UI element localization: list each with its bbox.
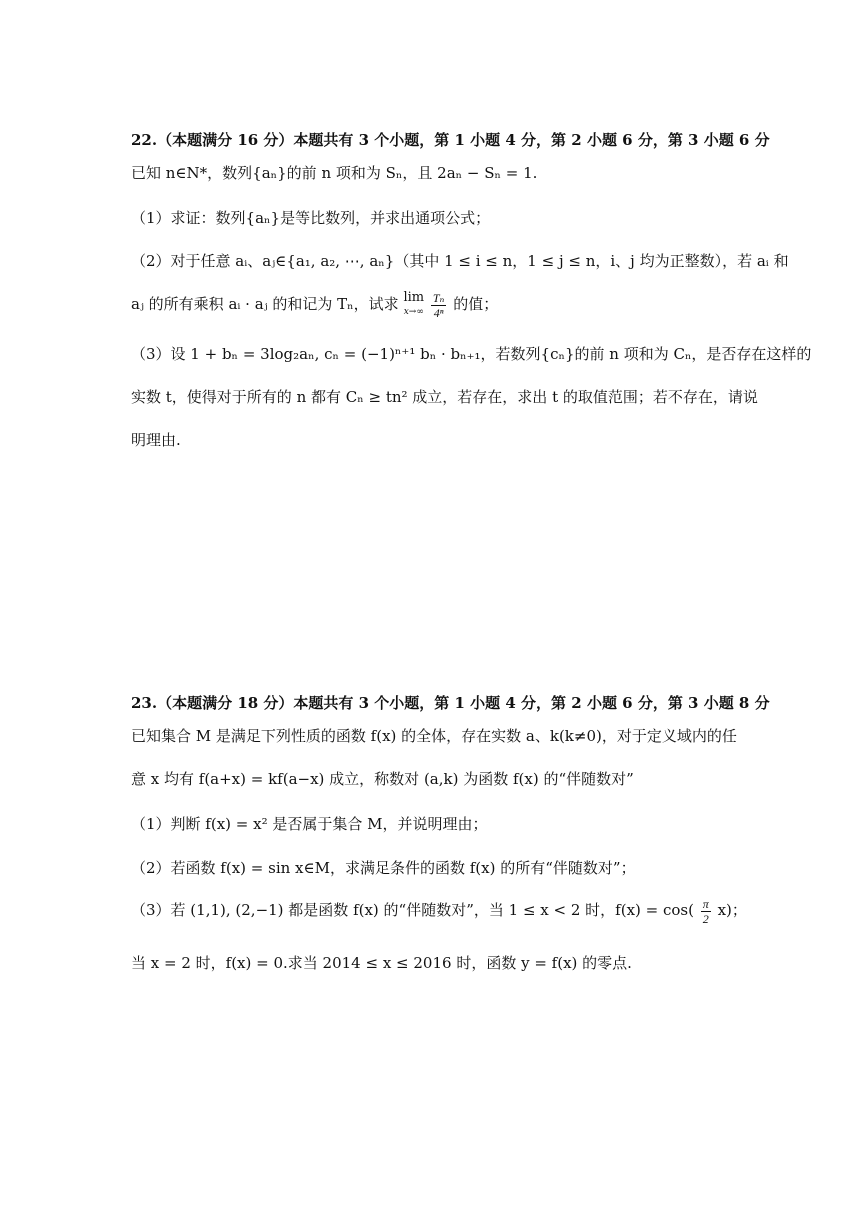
limit-operator: lim: [403, 290, 425, 305]
fraction-numerator: Tₙ: [432, 290, 445, 305]
fraction-numerator: π: [702, 896, 709, 911]
limit-fraction: [431, 291, 447, 320]
question-23-part-3-text: （3）若 (1,1), (2,−1) 都是函数 f(x) 的“伴随数对”，当 1 ≤ x < 2 时，f(x) = cos(: [131, 901, 694, 919]
question-22-part-3-line-2: 实数 t，使得对于所有的 n 都有 Cₙ ≥ tn² 成立，若存在，求出 t 的取值范围；若不存在，请说: [131, 388, 758, 406]
question-22-part-3-line-3: 明理由.: [131, 431, 181, 449]
question-22-part-3-line-1: （3）设 1 + bₙ = 3log₂aₙ, cₙ = (−1)ⁿ⁺¹ bₙ · bₙ₊₁，若数列{cₙ}的前 n 项和为 Cₙ，是否存在这样的: [131, 345, 812, 363]
limit-expression: [403, 291, 424, 319]
question-23-part-1: （1）判断 f(x) = x² 是否属于集合 M，并说明理由；: [131, 815, 488, 833]
question-22-part-2-line-2: [131, 290, 498, 320]
question-23-part-3-suffix: x)；: [717, 901, 747, 919]
question-22-part-2-suffix: 的值；: [453, 295, 499, 313]
question-23-header: 23.（本题满分 18 分）本题共有 3 个小题，第 1 小题 4 分，第 2 小题 6 分，第 3 小题 8 分: [131, 694, 770, 712]
question-22-header: 22.（本题满分 16 分）本题共有 3 个小题，第 1 小题 4 分，第 2 小题 6 分，第 3 小题 6 分: [131, 131, 770, 149]
question-22-part-2-text: aⱼ 的所有乘积 aᵢ · aⱼ 的和记为 Tₙ，试求: [131, 295, 399, 313]
question-23-part-3-line-1: [131, 896, 747, 926]
question-23-part-3-line-2: 当 x = 2 时，f(x) = 0.求当 2014 ≤ x ≤ 2016 时，函数 y = f(x) 的零点.: [131, 954, 632, 972]
question-23-part-2: （2）若函数 f(x) = sin x∈M，求满足条件的函数 f(x) 的所有“伴随数对”；: [131, 859, 636, 877]
fraction-denominator: 2: [702, 911, 709, 926]
limit-subscript: x→∞: [403, 307, 424, 317]
fraction-denominator: 4ⁿ: [433, 305, 444, 320]
question-23-premise-line-1: 已知集合 M 是满足下列性质的函数 f(x) 的全体，存在实数 a、k(k≠0)，对于定义域内的任: [131, 727, 737, 745]
question-22-part-2-line-1: （2）对于任意 aᵢ、aⱼ∈{a₁, a₂, ⋯, aₙ}（其中 1 ≤ i ≤ n，1 ≤ j ≤ n，i、j 均为正整数），若 aᵢ 和: [131, 252, 789, 270]
cosine-fraction: [701, 897, 711, 926]
question-23-premise-line-2: 意 x 均有 f(a+x) = kf(a−x) 成立，称数对 (a,k) 为函数 f(x) 的“伴随数对”: [131, 770, 634, 788]
question-22-premise: 已知 n∈N*，数列{aₙ}的前 n 项和为 Sₙ，且 2aₙ − Sₙ = 1.: [131, 164, 538, 182]
question-22-part-1: （1）求证：数列{aₙ}是等比数列，并求出通项公式；: [131, 209, 491, 227]
